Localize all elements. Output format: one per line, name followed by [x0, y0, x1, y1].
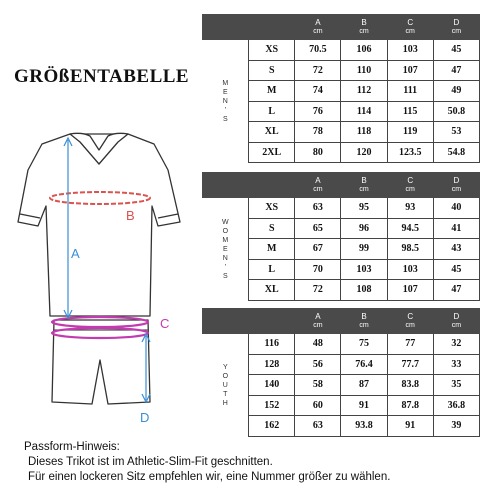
value-cell: 72 — [295, 60, 341, 81]
label-c: C — [160, 316, 170, 331]
value-cell: 45 — [433, 259, 479, 280]
value-cell: 118 — [341, 122, 387, 143]
value-cell: 75 — [341, 334, 387, 355]
value-cell: 76 — [295, 101, 341, 122]
value-cell: 50.8 — [433, 101, 479, 122]
col-header-b: B cm — [341, 15, 387, 40]
value-cell: 87 — [341, 375, 387, 396]
value-cell: 56 — [295, 354, 341, 375]
size-table-womens — [202, 172, 480, 301]
table-row — [203, 198, 480, 219]
value-cell: 94.5 — [387, 218, 433, 239]
size-cell: 116 — [249, 334, 295, 355]
col-header-c: C cm — [387, 173, 433, 198]
col-header-d: D cm — [433, 309, 479, 334]
value-cell: 43 — [433, 239, 479, 260]
value-cell: 103 — [387, 40, 433, 61]
header-corner — [203, 173, 295, 198]
value-cell: 49 — [433, 81, 479, 102]
value-cell: 78 — [295, 122, 341, 143]
col-header-a: A cm — [295, 15, 341, 40]
value-cell: 91 — [387, 416, 433, 437]
value-cell: 120 — [341, 142, 387, 163]
value-cell: 40 — [433, 198, 479, 219]
value-cell: 67 — [295, 239, 341, 260]
notes-line: Für einen lockeren Sitz empfehlen wir, eine Nummer größer zu wählen. — [28, 471, 391, 483]
value-cell: 54.8 — [433, 142, 479, 163]
value-cell: 110 — [341, 60, 387, 81]
value-cell: 107 — [387, 280, 433, 301]
value-cell: 87.8 — [387, 395, 433, 416]
shorts-outline — [52, 320, 150, 404]
value-cell: 98.5 — [387, 239, 433, 260]
size-cell: XS — [249, 198, 295, 219]
size-cell: 152 — [249, 395, 295, 416]
size-cell: M — [249, 239, 295, 260]
table-row — [203, 334, 480, 355]
value-cell: 47 — [433, 60, 479, 81]
size-cell: M — [249, 81, 295, 102]
value-cell: 60 — [295, 395, 341, 416]
value-cell: 93.8 — [341, 416, 387, 437]
col-header-c: C cm — [387, 309, 433, 334]
value-cell: 41 — [433, 218, 479, 239]
label-b: B — [126, 208, 135, 223]
value-cell: 103 — [341, 259, 387, 280]
value-cell: 99 — [341, 239, 387, 260]
value-cell: 33 — [433, 354, 479, 375]
value-cell: 103 — [387, 259, 433, 280]
size-cell: 128 — [249, 354, 295, 375]
size-table-youth — [202, 308, 480, 437]
value-cell: 114 — [341, 101, 387, 122]
value-cell: 45 — [433, 40, 479, 61]
size-cell: XS — [249, 40, 295, 61]
size-cell: 2XL — [249, 142, 295, 163]
value-cell: 107 — [387, 60, 433, 81]
value-cell: 72 — [295, 280, 341, 301]
header-corner — [203, 309, 295, 334]
notes-title: Passform-Hinweis: — [24, 441, 120, 453]
value-cell: 58 — [295, 375, 341, 396]
col-header-a: A cm — [295, 309, 341, 334]
table-body-mens — [203, 40, 480, 163]
value-cell: 63 — [295, 416, 341, 437]
size-table-mens — [202, 14, 480, 163]
notes-line: Dieses Trikot ist im Athletic-Slim-Fit geschnitten. — [28, 456, 273, 468]
size-cell: 140 — [249, 375, 295, 396]
value-cell: 115 — [387, 101, 433, 122]
value-cell: 36.8 — [433, 395, 479, 416]
value-cell: 95 — [341, 198, 387, 219]
value-cell: 35 — [433, 375, 479, 396]
value-cell: 112 — [341, 81, 387, 102]
label-d: D — [140, 410, 150, 425]
col-header-b: B cm — [341, 309, 387, 334]
value-cell: 70.5 — [295, 40, 341, 61]
group-label: Y O U T H — [203, 334, 249, 437]
value-cell: 96 — [341, 218, 387, 239]
value-cell: 123.5 — [387, 142, 433, 163]
value-cell: 32 — [433, 334, 479, 355]
label-a: A — [71, 246, 80, 261]
value-cell: 48 — [295, 334, 341, 355]
size-cell: L — [249, 101, 295, 122]
group-label: W O M E N ' S — [203, 198, 249, 301]
value-cell: 91 — [341, 395, 387, 416]
table-body-womens — [203, 198, 480, 301]
value-cell: 80 — [295, 142, 341, 163]
size-cell: L — [249, 259, 295, 280]
col-header-c: C cm — [387, 15, 433, 40]
value-cell: 39 — [433, 416, 479, 437]
col-header-d: D cm — [433, 15, 479, 40]
value-cell: 83.8 — [387, 375, 433, 396]
size-cell: S — [249, 60, 295, 81]
page-title: GRÖßENTABELLE — [14, 66, 190, 87]
value-cell: 93 — [387, 198, 433, 219]
table-row — [203, 40, 480, 61]
value-cell: 119 — [387, 122, 433, 143]
group-label: M E N ' S — [203, 40, 249, 163]
value-cell: 106 — [341, 40, 387, 61]
col-header-a: A cm — [295, 173, 341, 198]
header-corner — [203, 15, 295, 40]
value-cell: 63 — [295, 198, 341, 219]
value-cell: 47 — [433, 280, 479, 301]
value-cell: 77 — [387, 334, 433, 355]
value-cell: 65 — [295, 218, 341, 239]
col-header-d: D cm — [433, 173, 479, 198]
table-body-youth — [203, 334, 480, 437]
value-cell: 77.7 — [387, 354, 433, 375]
value-cell: 70 — [295, 259, 341, 280]
fit-notes — [24, 440, 494, 485]
col-header-b: B cm — [341, 173, 387, 198]
jersey-illustration — [0, 120, 200, 430]
value-cell: 76.4 — [341, 354, 387, 375]
value-cell: 74 — [295, 81, 341, 102]
size-cell: 162 — [249, 416, 295, 437]
size-cell: S — [249, 218, 295, 239]
size-cell: XL — [249, 280, 295, 301]
value-cell: 53 — [433, 122, 479, 143]
value-cell: 111 — [387, 81, 433, 102]
value-cell: 108 — [341, 280, 387, 301]
size-cell: XL — [249, 122, 295, 143]
